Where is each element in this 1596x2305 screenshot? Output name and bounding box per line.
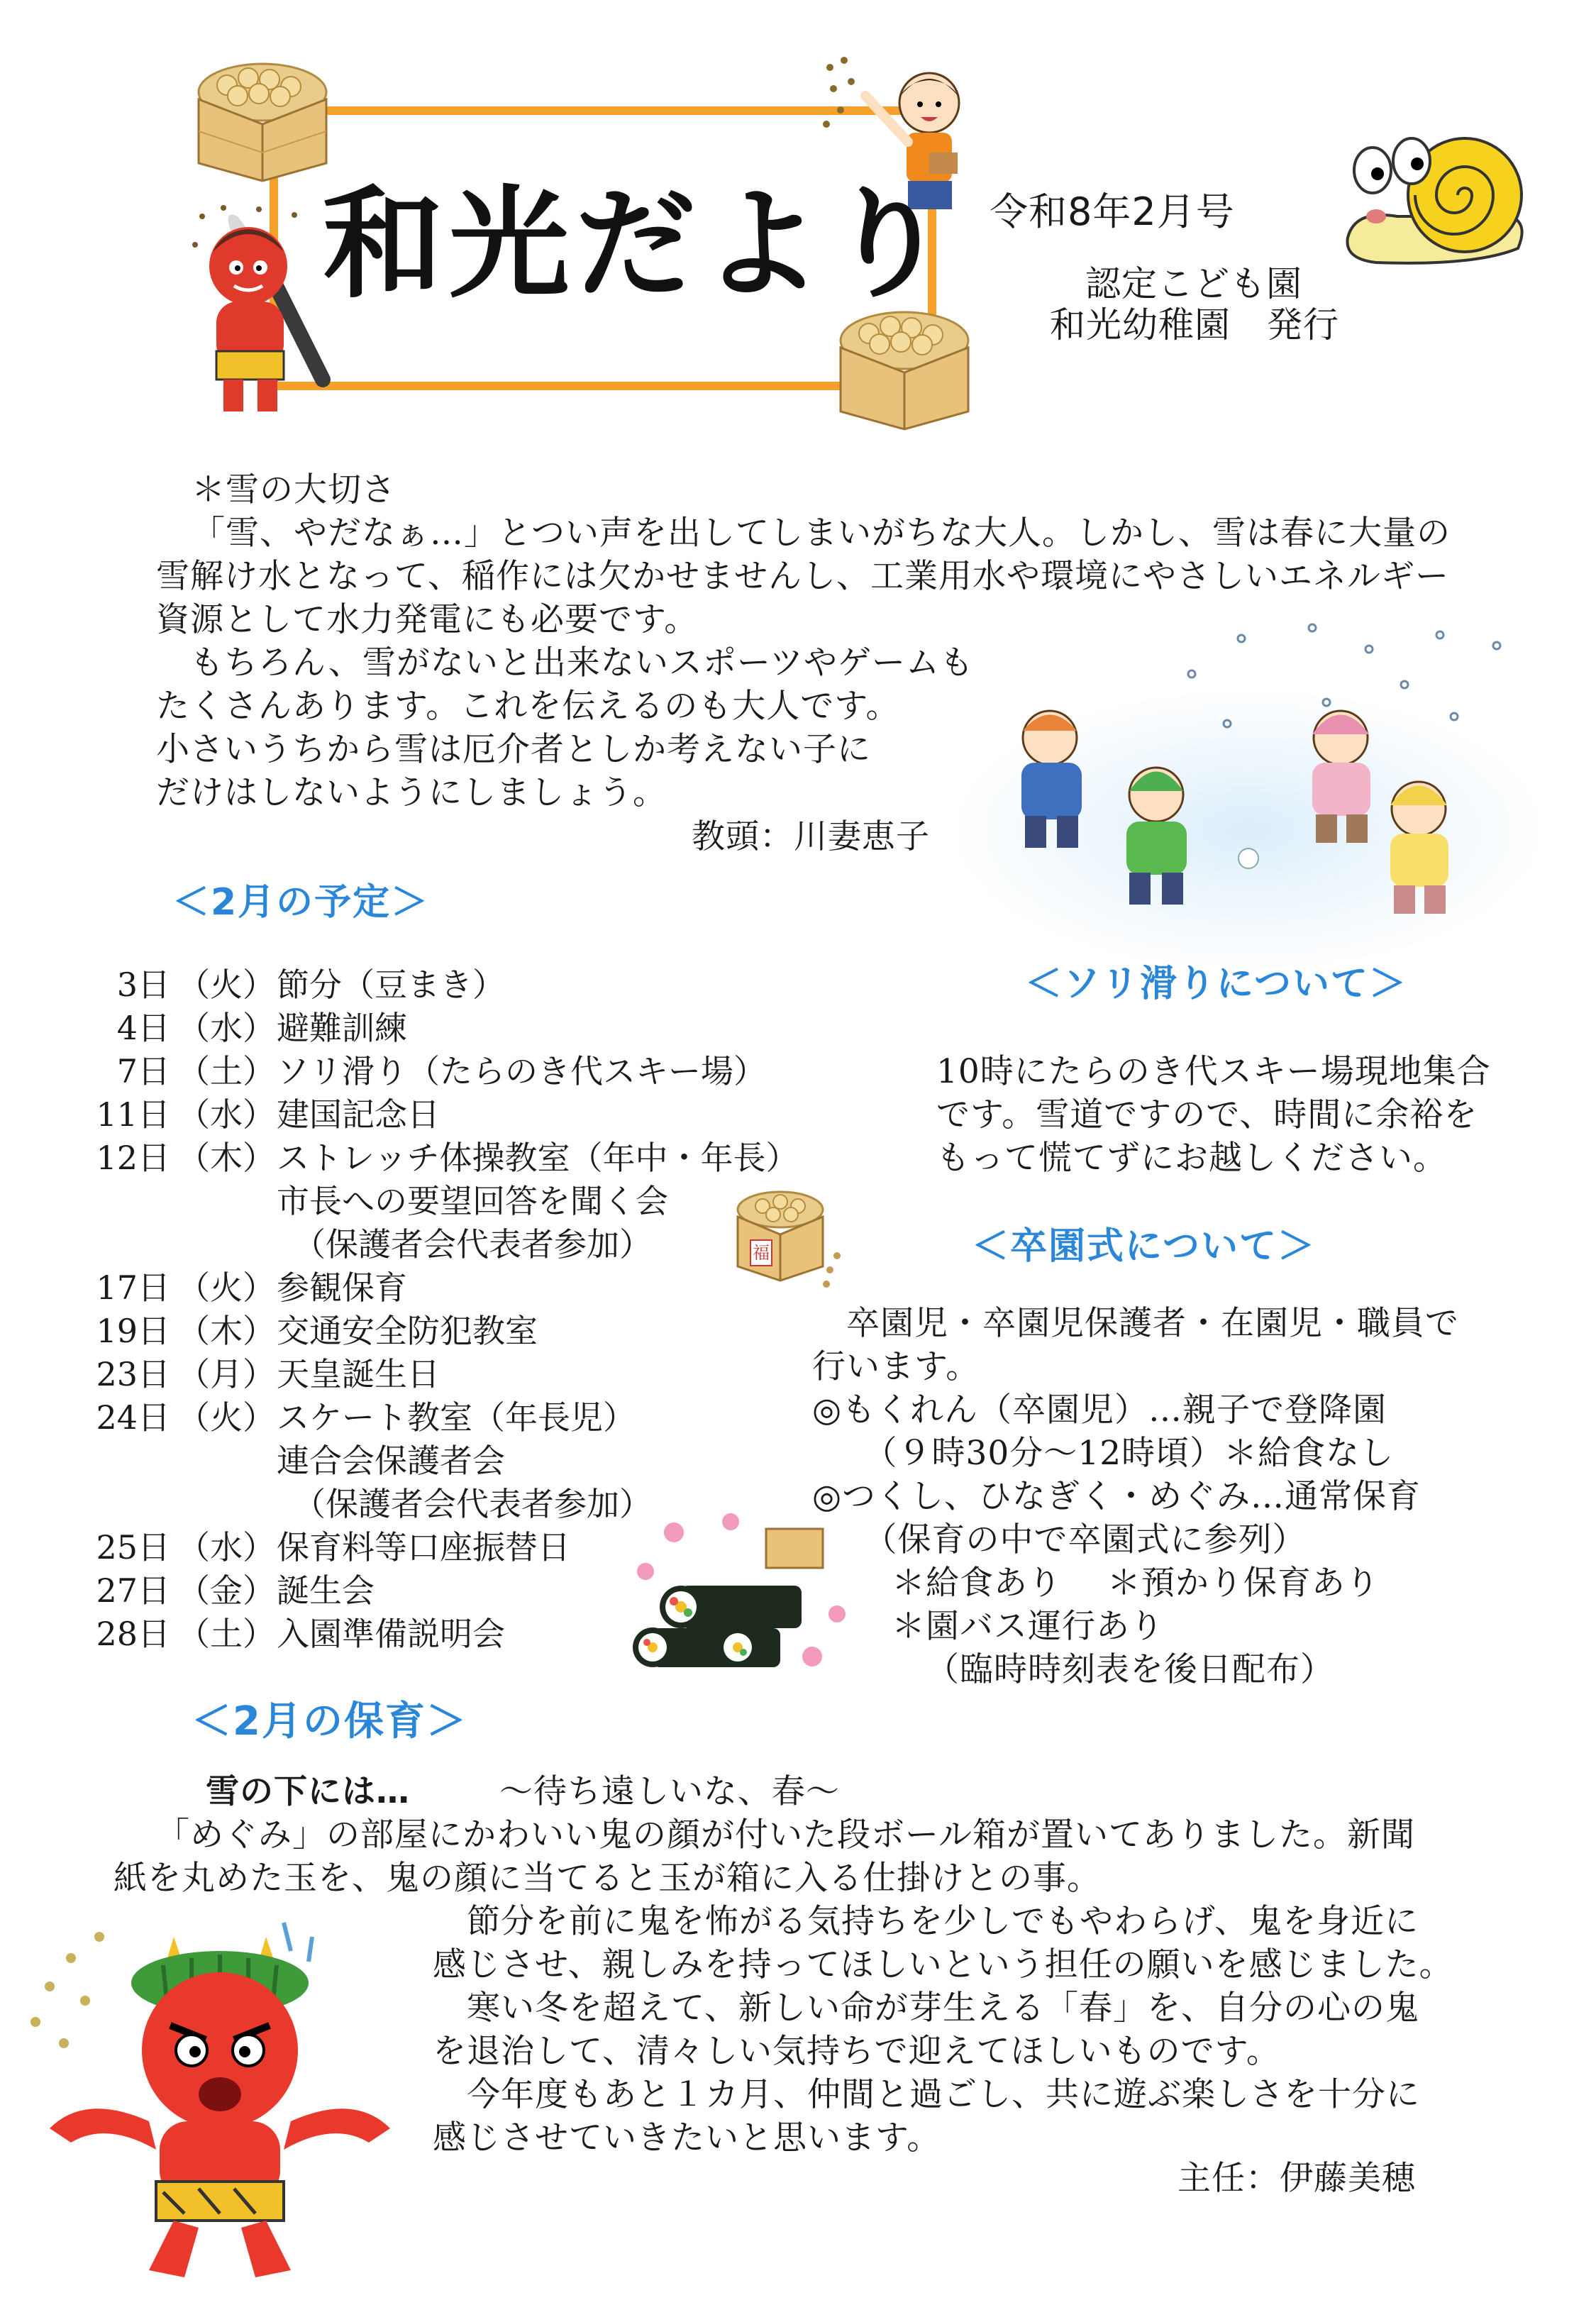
- schedule-heading: ＜2月の予定＞: [172, 881, 430, 924]
- sled-line: もって慌てずにお越しください。: [936, 1139, 1447, 1178]
- essay-line: 資源として水力発電にも必要です。: [156, 600, 699, 639]
- essay-author: 教頭：川妻恵子: [692, 817, 930, 856]
- graduation-line: （９時30分～12時頃）＊給食なし: [812, 1434, 1395, 1473]
- schedule-weekday: （土）: [177, 1615, 275, 1653]
- graduation-line: ◎もくれん（卒園児）…親子で登降園: [812, 1391, 1387, 1430]
- schedule-weekday: （水）: [177, 1095, 275, 1134]
- essay-line: もちろん、雪がないと出来ないスポーツやゲームも: [156, 643, 974, 682]
- care-line: 節分を前に鬼を怖がる気持ちを少しでもやわらげ、鬼を身近に: [433, 1902, 1419, 1941]
- children-snow-play-illustration: [943, 617, 1546, 972]
- schedule-event: （保護者会代表者参加）: [277, 1225, 652, 1264]
- schedule-weekday: （火）: [177, 1398, 275, 1437]
- red-oni-big-illustration: [21, 1908, 419, 2292]
- schedule-date: 24日: [96, 1398, 170, 1437]
- schedule-event: 保育料等口座振替日: [277, 1528, 570, 1566]
- sled-body: [936, 1050, 1491, 1180]
- publisher-line-1: 認定こども園: [1085, 263, 1302, 304]
- schedule-date: 12日: [96, 1139, 170, 1177]
- graduation-line: ＊給食あり ＊預かり保育あり: [812, 1564, 1380, 1603]
- schedule-date: 11日: [96, 1095, 170, 1134]
- schedule-event: 避難訓練: [277, 1009, 407, 1047]
- schedule-date: 27日: [96, 1571, 170, 1610]
- newsletter-title: 和光だより: [323, 175, 955, 315]
- graduation-line: （臨時時刻表を後日配布）: [812, 1650, 1334, 1689]
- schedule-date: 25日: [96, 1528, 170, 1566]
- essay-line: 「雪、やだなぁ…」とつい声を出してしまいがちな大人。しかし、雪は春に大量の: [192, 514, 1451, 553]
- bean-box-top-left-illustration: [192, 57, 333, 184]
- schedule-event: 誕生会: [277, 1571, 375, 1610]
- schedule-date: 17日: [96, 1268, 170, 1307]
- snail-illustration: [1334, 117, 1539, 277]
- essay-line: だけはしないようにしましょう。: [156, 773, 667, 812]
- care-line: 感じさせ、親しみを持ってほしいという担任の願いを感じました。: [433, 1945, 1453, 1984]
- schedule-weekday: （金）: [177, 1571, 275, 1610]
- schedule-weekday: （水）: [177, 1528, 275, 1566]
- schedule-event: 交通安全防犯教室: [277, 1312, 538, 1350]
- schedule-date: 7日: [116, 1052, 170, 1090]
- care-author: 主任：伊藤美穂: [1177, 2159, 1416, 2198]
- essay-line: 雪解け水となって、稲作には欠かせませんし、工業用水や環境にやさしいエネルギー: [156, 557, 1450, 596]
- schedule-event: 建国記念日: [277, 1095, 440, 1134]
- sled-line: です。雪道ですので、時間に余裕を: [936, 1095, 1478, 1134]
- schedule-event: 入園準備説明会: [277, 1615, 505, 1653]
- graduation-heading: ＜卒園式について＞: [972, 1225, 1316, 1268]
- schedule-date: 19日: [96, 1312, 170, 1350]
- care-heading: ＜2月の保育＞: [192, 1698, 467, 1745]
- care-subtitle-bold: 雪の下には…: [206, 1772, 410, 1811]
- care-subtitle: [206, 1770, 840, 1813]
- schedule-weekday: （土）: [177, 1052, 275, 1090]
- schedule-event: 節分（豆まき）: [277, 966, 505, 1004]
- sled-heading: ＜ソリ滑りについて＞: [1025, 963, 1407, 1005]
- schedule-event: 天皇誕生日: [277, 1355, 440, 1393]
- care-line: 紙を丸めた玉を、鬼の顔に当てると玉が箱に入る仕掛けとの事。: [113, 1859, 1101, 1898]
- schedule-date: 28日: [96, 1615, 170, 1653]
- schedule-event: 参観保育: [277, 1268, 407, 1307]
- schedule-weekday: （木）: [177, 1312, 275, 1350]
- schedule-weekday: （水）: [177, 1009, 275, 1047]
- care-line: を退治して、清々しい気持ちで迎えてほしいものです。: [433, 2032, 1280, 2071]
- red-oni-club-illustration: [181, 202, 337, 422]
- graduation-line: 卒園児・卒園児保護者・在園児・職員で: [812, 1304, 1459, 1343]
- schedule-event: ストレッチ体操教室（年中・年長）: [277, 1139, 799, 1177]
- schedule-event: （保護者会代表者参加）: [277, 1485, 652, 1523]
- bean-box-bottom-right-illustration: [833, 305, 975, 433]
- schedule-weekday: （火）: [177, 1268, 275, 1307]
- schedule-weekday: （月）: [177, 1355, 275, 1393]
- fuku-bean-box-illustration: [731, 1185, 844, 1291]
- publisher-line-2: 和光幼稚園 発行: [1050, 304, 1339, 346]
- graduation-body: [812, 1302, 1459, 1691]
- essay-line: 小さいうちから雪は厄介者としか考えない子に: [156, 730, 871, 769]
- care-line: 「めぐみ」の部屋にかわいい鬼の顔が付いた段ボール箱が置いてありました。新聞: [156, 1815, 1416, 1854]
- essay-heading: ＊雪の大切さ: [192, 470, 396, 509]
- care-line: 寒い冬を超えて、新しい命が芽生える「春」を、自分の心の鬼: [433, 1989, 1420, 2028]
- essay-line: たくさんあります。これを伝えるのも大人です。: [156, 687, 900, 726]
- care-line: 感じさせていきたいと思います。: [433, 2118, 941, 2157]
- sled-line: 10時にたらのき代スキー場現地集合: [936, 1052, 1491, 1091]
- schedule-weekday: （火）: [177, 966, 275, 1004]
- care-subtitle-rest: ～待ち遠しいな、春～: [499, 1772, 840, 1811]
- schedule-event: 市長への要望回答を聞く会: [277, 1182, 668, 1220]
- schedule-date: 4日: [116, 1009, 170, 1047]
- graduation-line: ＊園バス運行あり: [812, 1607, 1164, 1646]
- schedule-event: ソリ滑り（たらのき代スキー場）: [277, 1052, 766, 1090]
- care-line: 今年度もあと１カ月、仲間と過ごし、共に遊ぶ楽しさを十分に: [433, 2075, 1420, 2114]
- care-body-indented: [433, 1900, 1453, 2160]
- schedule-date: 3日: [116, 966, 170, 1004]
- schedule-weekday: （木）: [177, 1139, 275, 1177]
- graduation-line: ◎つくし、ひなぎく・めぐみ…通常保育: [812, 1477, 1422, 1516]
- schedule-event: スケート教室（年長児）: [277, 1398, 636, 1437]
- care-body-full: [113, 1813, 1415, 1900]
- graduation-line: （保育の中で卒園式に参列）: [812, 1520, 1307, 1559]
- schedule-event: 連合会保護者会: [277, 1442, 505, 1480]
- schedule-date: 23日: [96, 1355, 170, 1393]
- issue-label: 令和8年2月号: [990, 189, 1235, 234]
- fuku-label: 福: [753, 1243, 770, 1263]
- graduation-line: 行います。: [812, 1347, 980, 1386]
